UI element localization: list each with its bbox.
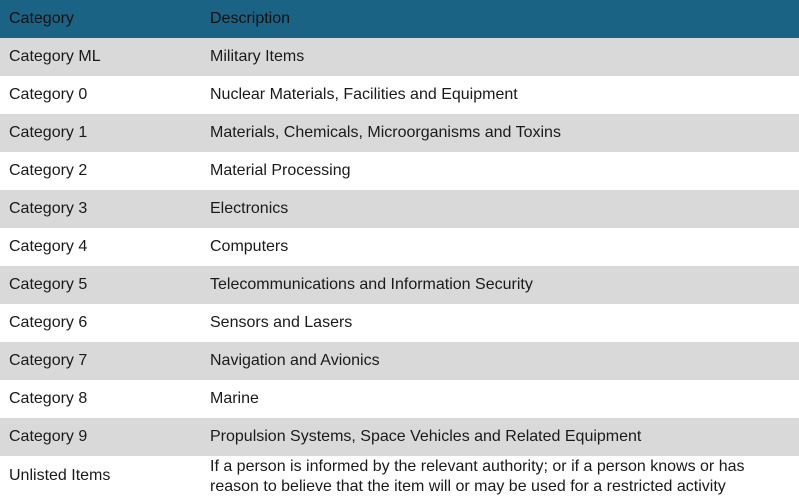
table-row — [0, 304, 799, 342]
row-description: Electronics — [210, 200, 289, 217]
table-row — [0, 342, 799, 380]
table-header — [0, 0, 799, 38]
row-category: Category 9 — [9, 428, 88, 445]
row-description: Marine — [210, 390, 259, 407]
row-description: Materials, Chemicals, Microorganisms and Toxins — [210, 124, 561, 141]
header-description: Description — [210, 10, 291, 27]
table-row — [0, 418, 799, 456]
row-category: Category 8 — [9, 390, 88, 407]
table-row — [0, 38, 799, 76]
table-row — [0, 152, 799, 190]
row-description: Telecommunications and Information Security — [210, 276, 533, 293]
table-row — [0, 380, 799, 418]
table-row — [0, 114, 799, 152]
row-category: Category 5 — [9, 276, 88, 293]
row-description: Navigation and Avionics — [210, 352, 380, 369]
header-category: Category — [9, 10, 74, 27]
row-category: Unlisted Items — [9, 467, 111, 484]
table-row — [0, 228, 799, 266]
table-row — [0, 266, 799, 304]
row-description: Nuclear Materials, Facilities and Equipment — [210, 86, 518, 103]
row-category: Category 6 — [9, 314, 88, 331]
table-row — [0, 76, 799, 114]
row-category: Category 0 — [9, 86, 88, 103]
row-description: Material Processing — [210, 162, 351, 179]
row-description: Computers — [210, 238, 289, 255]
table-row — [0, 456, 799, 500]
row-description: Sensors and Lasers — [210, 314, 353, 331]
row-category: Category 1 — [9, 124, 88, 141]
table-row — [0, 190, 799, 228]
row-category: Category 4 — [9, 238, 88, 255]
row-category: Category 3 — [9, 200, 88, 217]
row-description: Military Items — [210, 48, 305, 65]
row-category: Category ML — [9, 48, 101, 65]
row-category: Category 7 — [9, 352, 88, 369]
row-category: Category 2 — [9, 162, 88, 179]
row-description: If a person is informed by the relevant authority; or if a person knows or has reason to believe that the item will or may be used for a restricted activity — [210, 458, 745, 495]
row-description: Propulsion Systems, Space Vehicles and Related Equipment — [210, 428, 642, 445]
